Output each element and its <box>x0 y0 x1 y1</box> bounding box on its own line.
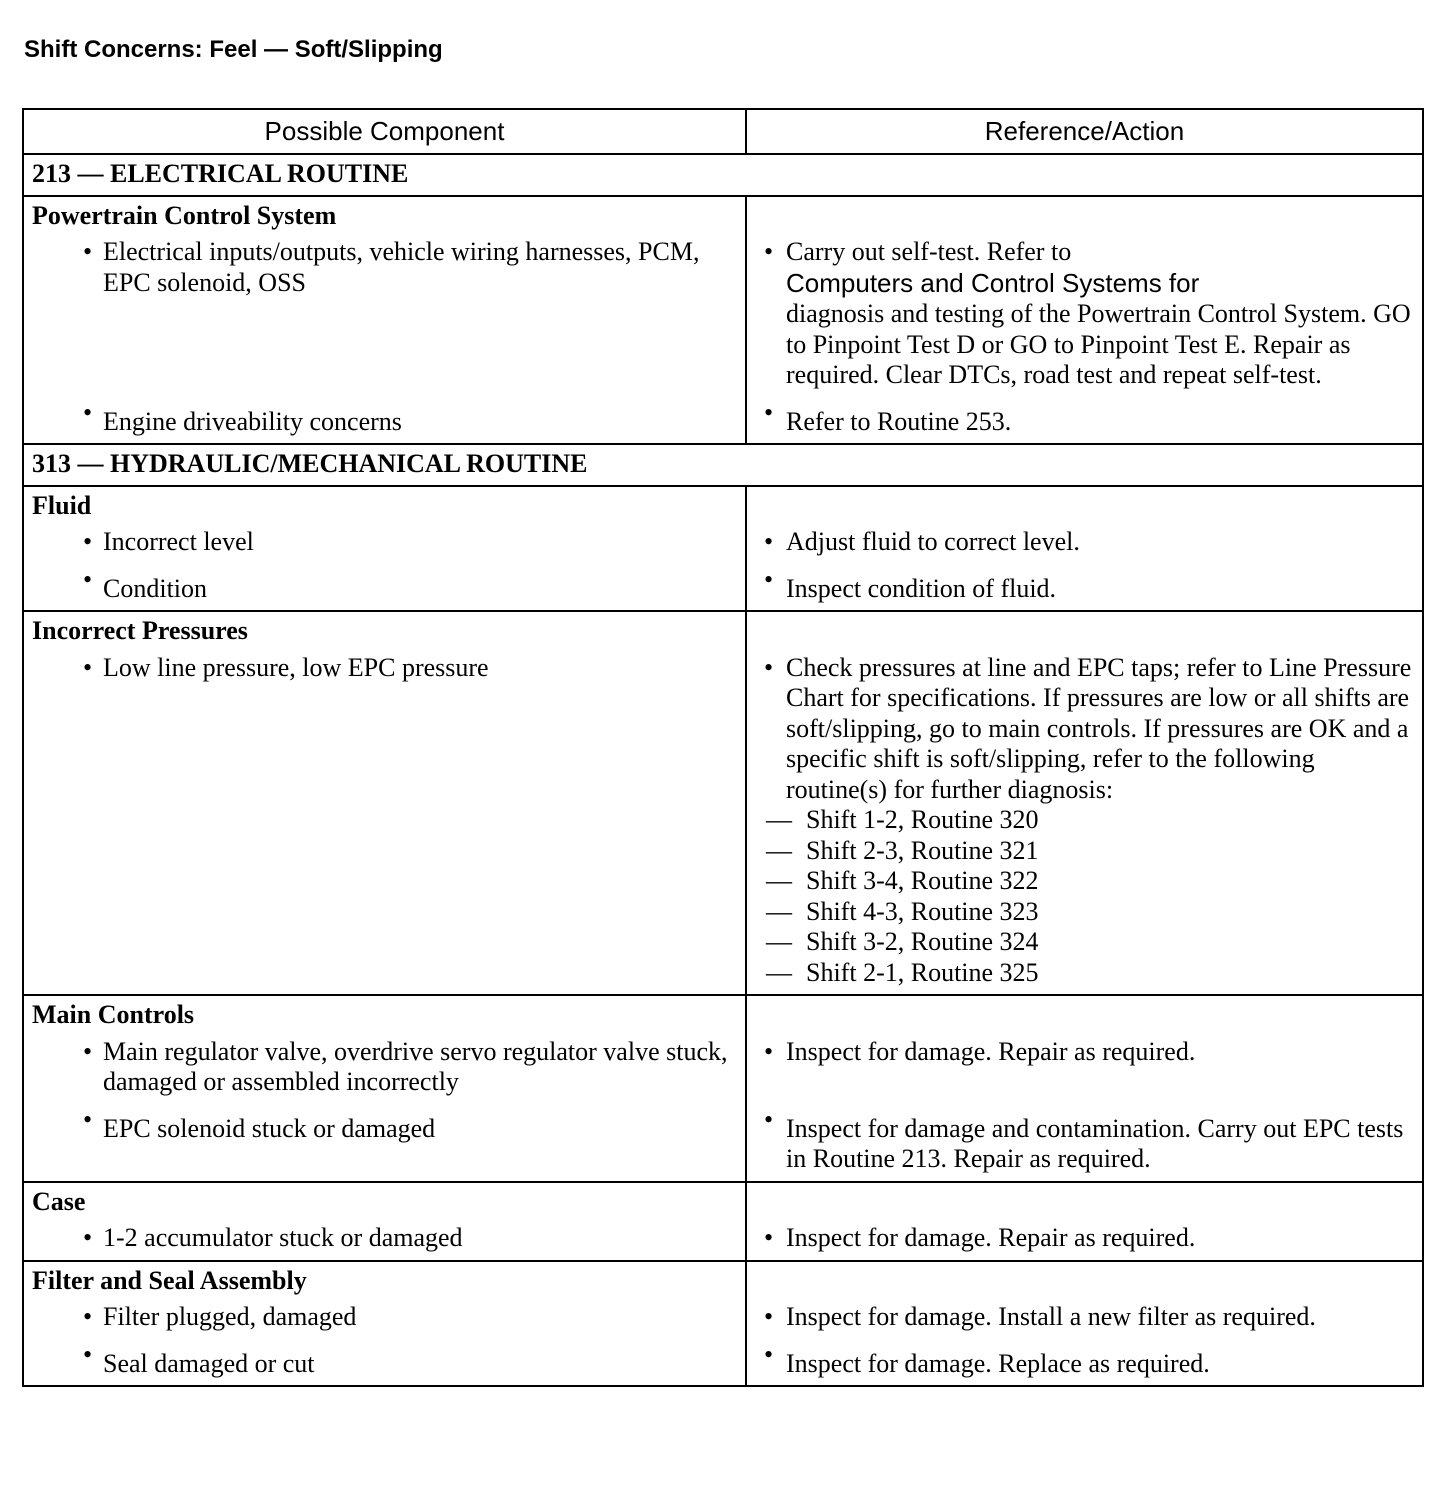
component-cell <box>23 1104 746 1182</box>
empty-cell <box>746 1261 1423 1302</box>
group-heading-row <box>23 1182 1423 1223</box>
table-row <box>23 1104 1423 1182</box>
action-cell <box>746 397 1423 445</box>
empty-cell <box>746 611 1423 652</box>
shift-routine-item: — Shift 3-2, Routine 324 <box>750 927 1413 958</box>
table-row <box>23 1301 1423 1339</box>
table-row <box>23 236 1423 397</box>
routine-row <box>23 444 1423 486</box>
action-cell <box>746 652 1423 996</box>
table-row <box>23 1339 1423 1387</box>
component-cell <box>23 526 746 564</box>
action-text: • Inspect for damage. Repair as required. <box>748 1037 1421 1073</box>
component-text: • Main regulator valve, overdrive servo regulator valve stuck, damaged or assembled incorrectly <box>25 1037 744 1103</box>
routine-heading-electrical: 213 — ELECTRICAL ROUTINE <box>23 154 1423 196</box>
component-cell <box>23 236 746 397</box>
group-heading-row <box>23 1261 1423 1302</box>
page-title: Shift Concerns: Feel — Soft/Slipping <box>24 36 443 63</box>
group-heading-row <box>23 995 1423 1036</box>
group-heading-filter: Filter and Seal Assembly <box>23 1261 746 1302</box>
table-row <box>23 652 1423 996</box>
action-cell <box>746 1104 1423 1182</box>
component-text: • 1-2 accumulator stuck or damaged <box>25 1223 744 1259</box>
action-text: • Inspect condition of fluid. <box>748 565 1421 610</box>
column-header-action: Reference/Action <box>746 109 1423 154</box>
empty-cell <box>746 486 1423 527</box>
action-text: • Inspect for damage. Replace as required. <box>748 1340 1421 1385</box>
group-heading-row <box>23 611 1423 652</box>
component-text: • Condition <box>25 565 744 610</box>
component-cell <box>23 564 746 612</box>
action-text-a: Carry out self-test. Refer to <box>786 237 1072 266</box>
group-heading-row <box>23 486 1423 527</box>
action-text-b: diagnosis and testing of the Powertrain Control System. GO to Pinpoint Test D or GO to Pinpoint Test E. Repair as required. Clear DTCs, road test and repeat self-test. <box>786 299 1411 389</box>
action-paragraph: • Check pressures at line and EPC taps; refer to Line Pressure Chart for specifications. If pressures are low or all shifts are soft/slipping, go to main controls. If pressures are OK and a specific shift is soft/slipping, refer to the following routine(s) for further diagnosis: <box>786 652 1412 804</box>
empty-cell <box>746 995 1423 1036</box>
routine-row <box>23 154 1423 196</box>
component-cell <box>23 1339 746 1387</box>
component-text: • Seal damaged or cut <box>25 1340 744 1385</box>
component-text: • Engine driveability concerns <box>25 398 744 443</box>
empty-cell <box>746 196 1423 237</box>
action-cell <box>746 1301 1423 1339</box>
table-row <box>23 1222 1423 1261</box>
component-cell <box>23 397 746 445</box>
table-header-row <box>23 109 1423 154</box>
table-row <box>23 397 1423 445</box>
component-cell <box>23 1222 746 1261</box>
action-text <box>748 653 1421 994</box>
action-text: • Inspect for damage. Install a new filter as required. <box>748 1302 1421 1338</box>
action-text: • Inspect for damage. Repair as required. <box>748 1223 1421 1259</box>
group-heading-case: Case <box>23 1182 746 1223</box>
group-heading-powertrain: Powertrain Control System <box>23 196 746 237</box>
table-row <box>23 526 1423 564</box>
diagnosis-table <box>22 108 1424 1387</box>
shift-routine-item: — Shift 4-3, Routine 323 <box>750 897 1413 928</box>
component-text: • EPC solenoid stuck or damaged <box>25 1105 744 1150</box>
action-text: • Refer to Routine 253. <box>748 398 1421 443</box>
group-heading-row <box>23 196 1423 237</box>
action-reference-link[interactable]: Computers and Control Systems for <box>786 267 1200 298</box>
shift-routine-item: — Shift 2-1, Routine 325 <box>750 958 1413 989</box>
action-text <box>748 237 1421 396</box>
component-text: • Electrical inputs/outputs, vehicle wiring harnesses, PCM, EPC solenoid, OSS <box>25 237 744 303</box>
action-cell <box>746 1339 1423 1387</box>
group-heading-fluid: Fluid <box>23 486 746 527</box>
component-cell <box>23 1301 746 1339</box>
shift-routine-item: — Shift 1-2, Routine 320 <box>750 805 1413 836</box>
action-cell <box>746 1222 1423 1261</box>
group-heading-main-controls: Main Controls <box>23 995 746 1036</box>
action-cell <box>746 1036 1423 1104</box>
component-cell <box>23 1036 746 1104</box>
group-heading-pressures: Incorrect Pressures <box>23 611 746 652</box>
column-header-component: Possible Component <box>23 109 746 154</box>
component-cell <box>23 652 746 996</box>
action-cell <box>746 564 1423 612</box>
table-row <box>23 564 1423 612</box>
action-text: • Inspect for damage and contamination. Carry out EPC tests in Routine 213. Repair as required. <box>748 1105 1421 1180</box>
action-cell <box>746 526 1423 564</box>
table-row <box>23 1036 1423 1104</box>
component-text: • Low line pressure, low EPC pressure <box>25 653 744 689</box>
empty-cell <box>746 1182 1423 1223</box>
component-text: • Incorrect level <box>25 527 744 563</box>
action-cell <box>746 236 1423 397</box>
component-text: • Filter plugged, damaged <box>25 1302 744 1338</box>
shift-routine-item: — Shift 3-4, Routine 322 <box>750 866 1413 897</box>
shift-routine-item: — Shift 2-3, Routine 321 <box>750 836 1413 867</box>
action-text: • Adjust fluid to correct level. <box>748 527 1421 563</box>
routine-heading-hydraulic: 313 — HYDRAULIC/MECHANICAL ROUTINE <box>23 444 1423 486</box>
